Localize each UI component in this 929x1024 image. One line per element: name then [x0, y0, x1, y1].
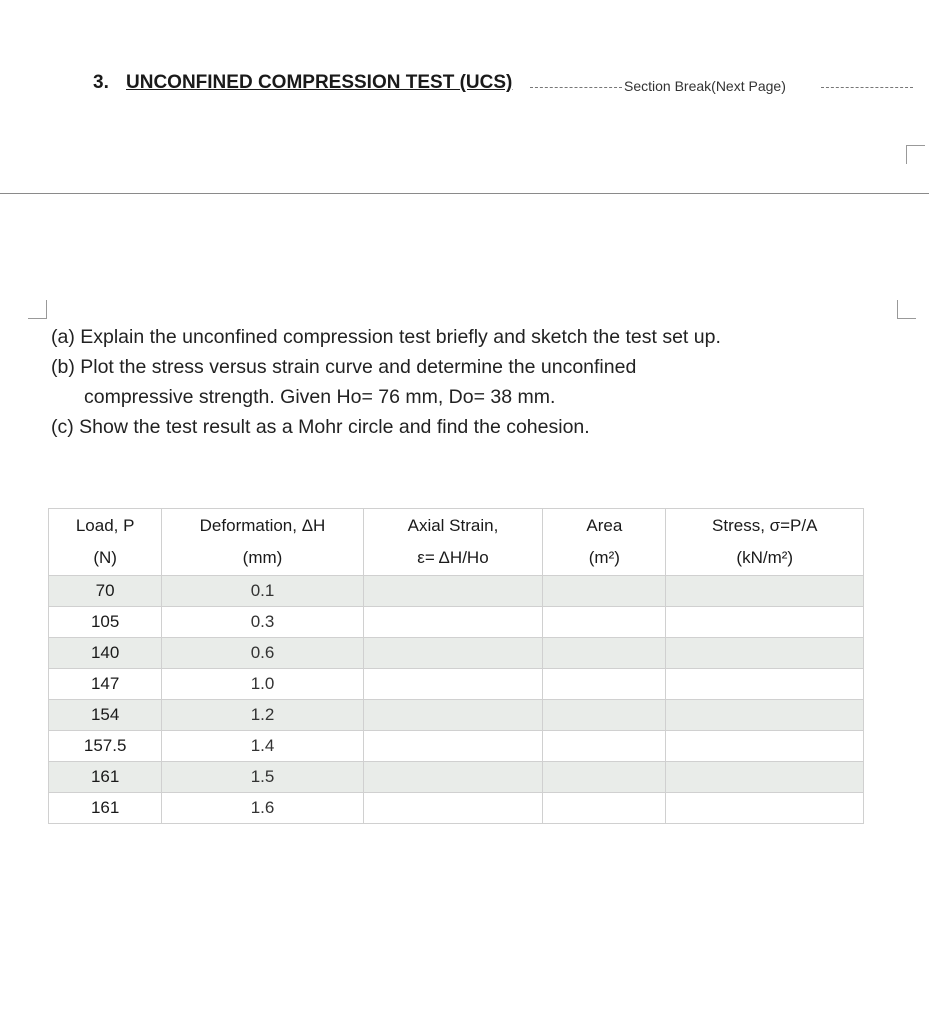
question-c: (c) Show the test result as a Mohr circle and find the cohesion. — [51, 416, 590, 438]
question-list — [51, 322, 871, 442]
header-area: Area (m²) — [543, 509, 666, 576]
cell-area[interactable] — [543, 607, 666, 638]
cell-stress[interactable] — [666, 700, 864, 731]
header-stress: Stress, σ=P/A (kN/m²) — [666, 509, 864, 576]
cell-load: 147 — [49, 669, 162, 700]
cell-area[interactable] — [543, 669, 666, 700]
cell-axial-strain[interactable] — [363, 669, 542, 700]
cell-deformation: 1.2 — [162, 700, 363, 731]
cell-deformation: 0.3 — [162, 607, 363, 638]
cell-load: 161 — [49, 762, 162, 793]
page-divider — [0, 193, 929, 194]
cell-axial-strain[interactable] — [363, 793, 542, 824]
cell-stress[interactable] — [666, 638, 864, 669]
cell-axial-strain[interactable] — [363, 576, 542, 607]
cell-stress[interactable] — [666, 576, 864, 607]
cell-area[interactable] — [543, 731, 666, 762]
cell-axial-strain[interactable] — [363, 762, 542, 793]
page-corner-mark — [897, 300, 916, 319]
section-break-line — [530, 87, 622, 88]
cell-axial-strain[interactable] — [363, 700, 542, 731]
cell-axial-strain[interactable] — [363, 638, 542, 669]
table-row — [49, 762, 864, 793]
cell-deformation: 1.0 — [162, 669, 363, 700]
table-row — [49, 669, 864, 700]
cell-area[interactable] — [543, 762, 666, 793]
cell-stress[interactable] — [666, 607, 864, 638]
heading-title: UNCONFINED COMPRESSION TEST (UCS) — [126, 72, 513, 93]
cell-deformation: 1.6 — [162, 793, 363, 824]
section-break-label: Section Break(Next Page) — [624, 78, 786, 94]
cell-stress[interactable] — [666, 731, 864, 762]
test-data-table — [48, 508, 864, 824]
cell-load: 105 — [49, 607, 162, 638]
cell-load: 161 — [49, 793, 162, 824]
cell-stress[interactable] — [666, 669, 864, 700]
header-load: Load, P (N) — [49, 509, 162, 576]
table-row — [49, 638, 864, 669]
table-header-row — [49, 509, 864, 576]
cell-deformation: 0.6 — [162, 638, 363, 669]
cell-area[interactable] — [543, 700, 666, 731]
cell-axial-strain[interactable] — [363, 731, 542, 762]
cell-deformation: 1.5 — [162, 762, 363, 793]
question-b: (b) Plot the stress versus strain curve and determine the unconfined — [51, 356, 637, 378]
cell-deformation: 0.1 — [162, 576, 363, 607]
question-a: (a) Explain the unconfined compression test briefly and sketch the test set up. — [51, 326, 721, 348]
question-b-continued: compressive strength. Given Ho= 76 mm, Do= 38 mm. — [84, 386, 556, 408]
cell-load: 157.5 — [49, 731, 162, 762]
section-break-line — [821, 87, 913, 88]
cell-axial-strain[interactable] — [363, 607, 542, 638]
table-row — [49, 700, 864, 731]
table-row — [49, 576, 864, 607]
table-row — [49, 607, 864, 638]
cell-area[interactable] — [543, 576, 666, 607]
cell-area[interactable] — [543, 638, 666, 669]
header-deformation: Deformation, ΔH (mm) — [162, 509, 363, 576]
cell-area[interactable] — [543, 793, 666, 824]
table-row — [49, 793, 864, 824]
cell-deformation: 1.4 — [162, 731, 363, 762]
heading-number: 3. — [93, 72, 109, 93]
page-corner-mark — [906, 145, 925, 164]
header-axial-strain: Axial Strain, ε= ΔH/Ho — [363, 509, 542, 576]
cell-load: 70 — [49, 576, 162, 607]
cell-load: 154 — [49, 700, 162, 731]
cell-stress[interactable] — [666, 762, 864, 793]
cell-load: 140 — [49, 638, 162, 669]
page-corner-mark — [28, 300, 47, 319]
table-row — [49, 731, 864, 762]
section-heading — [93, 72, 913, 102]
cell-stress[interactable] — [666, 793, 864, 824]
